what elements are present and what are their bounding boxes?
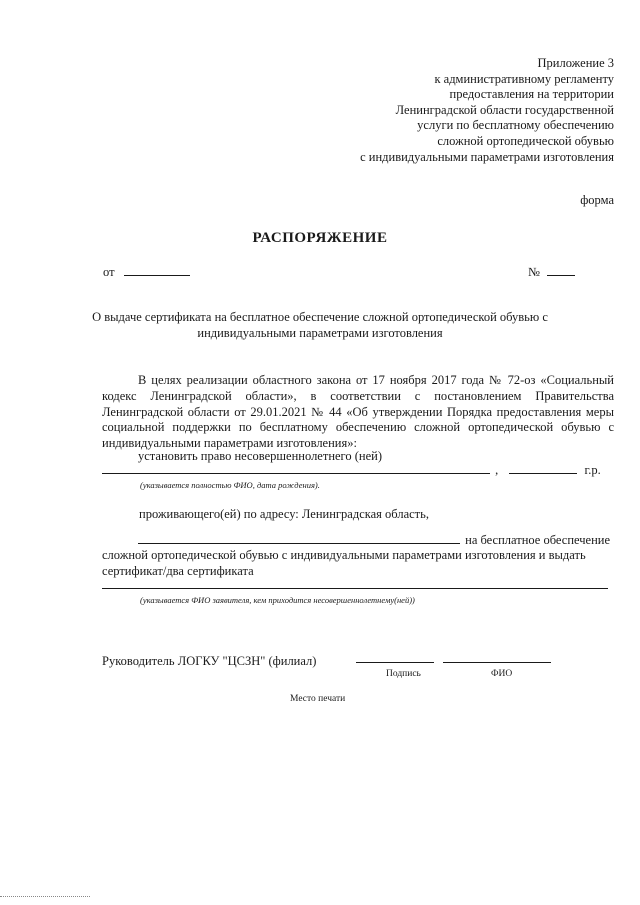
subject xyxy=(40,309,600,341)
annex-line: к административному регламенту xyxy=(434,71,614,86)
sign-label: Подпись xyxy=(386,669,421,679)
applicant-row xyxy=(102,578,608,593)
annex-line: услуги по бесплатному обеспечению xyxy=(417,118,614,133)
subject-line: О выдаче сертификата на бесплатное обеспечение сложной ортопедической обувью с xyxy=(92,310,548,324)
applicant-blank[interactable] xyxy=(102,588,608,589)
annex-line: сложной ортопедической обувью xyxy=(437,133,614,148)
child-line-row: , г.р. xyxy=(102,463,601,478)
residing-text: проживающего(ей) по адресу: Ленинградская область, xyxy=(139,507,429,521)
caption-applicant: (указывается ФИО заявителя, кем приходится несовершеннолетнему(ней)) xyxy=(140,595,415,605)
form-label: форма xyxy=(580,193,614,207)
year-suffix: г.р. xyxy=(584,463,601,477)
date-row xyxy=(103,265,190,280)
address-row xyxy=(138,533,610,548)
document-title: РАСПОРЯЖЕНИЕ xyxy=(252,230,388,246)
number-prefix: № xyxy=(528,265,540,279)
body-paragraph xyxy=(102,373,614,452)
number-blank[interactable] xyxy=(547,275,575,276)
continuation-text: сложной ортопедической обувью с индивидуальными параметрами изготовления и выдать xyxy=(102,548,586,562)
subject-line: индивидуальными параметрами изготовления xyxy=(197,326,443,340)
free-supply-text: на бесплатное обеспечение xyxy=(465,533,611,547)
birth-date-blank[interactable] xyxy=(509,473,577,474)
seal-place: Место печати xyxy=(290,694,346,704)
caption-child: (указывается полностью ФИО, дата рождения). xyxy=(140,480,320,490)
preamble-text: В целях реализации областного закона от 17 ноября 2017 года № 72-оз «Социальный кодекс Ленинградской области», в соответствии с постановлением Правительства Ленинградской области от 29.01.2021 № 44 «Об утверждении Порядка предоставления меры социальной поддержки по бесплатному обеспечению сложной ортопедической обувью с индивидуальными параметрами изготовления»: xyxy=(102,373,614,451)
fio-label: ФИО xyxy=(491,669,513,679)
annex-header xyxy=(360,56,614,165)
number-row xyxy=(528,265,575,280)
establish-text: установить право несовершеннолетнего (ней) xyxy=(138,449,383,463)
annex-line: Ленинградской области государственной xyxy=(395,102,614,117)
fio-blank[interactable] xyxy=(443,662,551,663)
head-title: Руководитель ЛОГКУ "ЦСЗН" (филиал) xyxy=(102,654,317,668)
address-blank[interactable] xyxy=(138,543,460,544)
certificate-text: сертификат/два сертификата xyxy=(102,564,254,578)
date-blank[interactable] xyxy=(124,275,190,276)
date-prefix: от xyxy=(103,265,115,279)
signature-blank[interactable] xyxy=(356,662,434,663)
scan-artifact xyxy=(0,896,90,901)
annex-line: предоставления на территории xyxy=(449,87,614,102)
annex-line: с индивидуальными параметрами изготовления xyxy=(360,149,614,164)
signature-blank-row xyxy=(356,652,551,667)
child-name-blank[interactable] xyxy=(102,473,490,474)
annex-line: Приложение 3 xyxy=(537,56,614,70)
